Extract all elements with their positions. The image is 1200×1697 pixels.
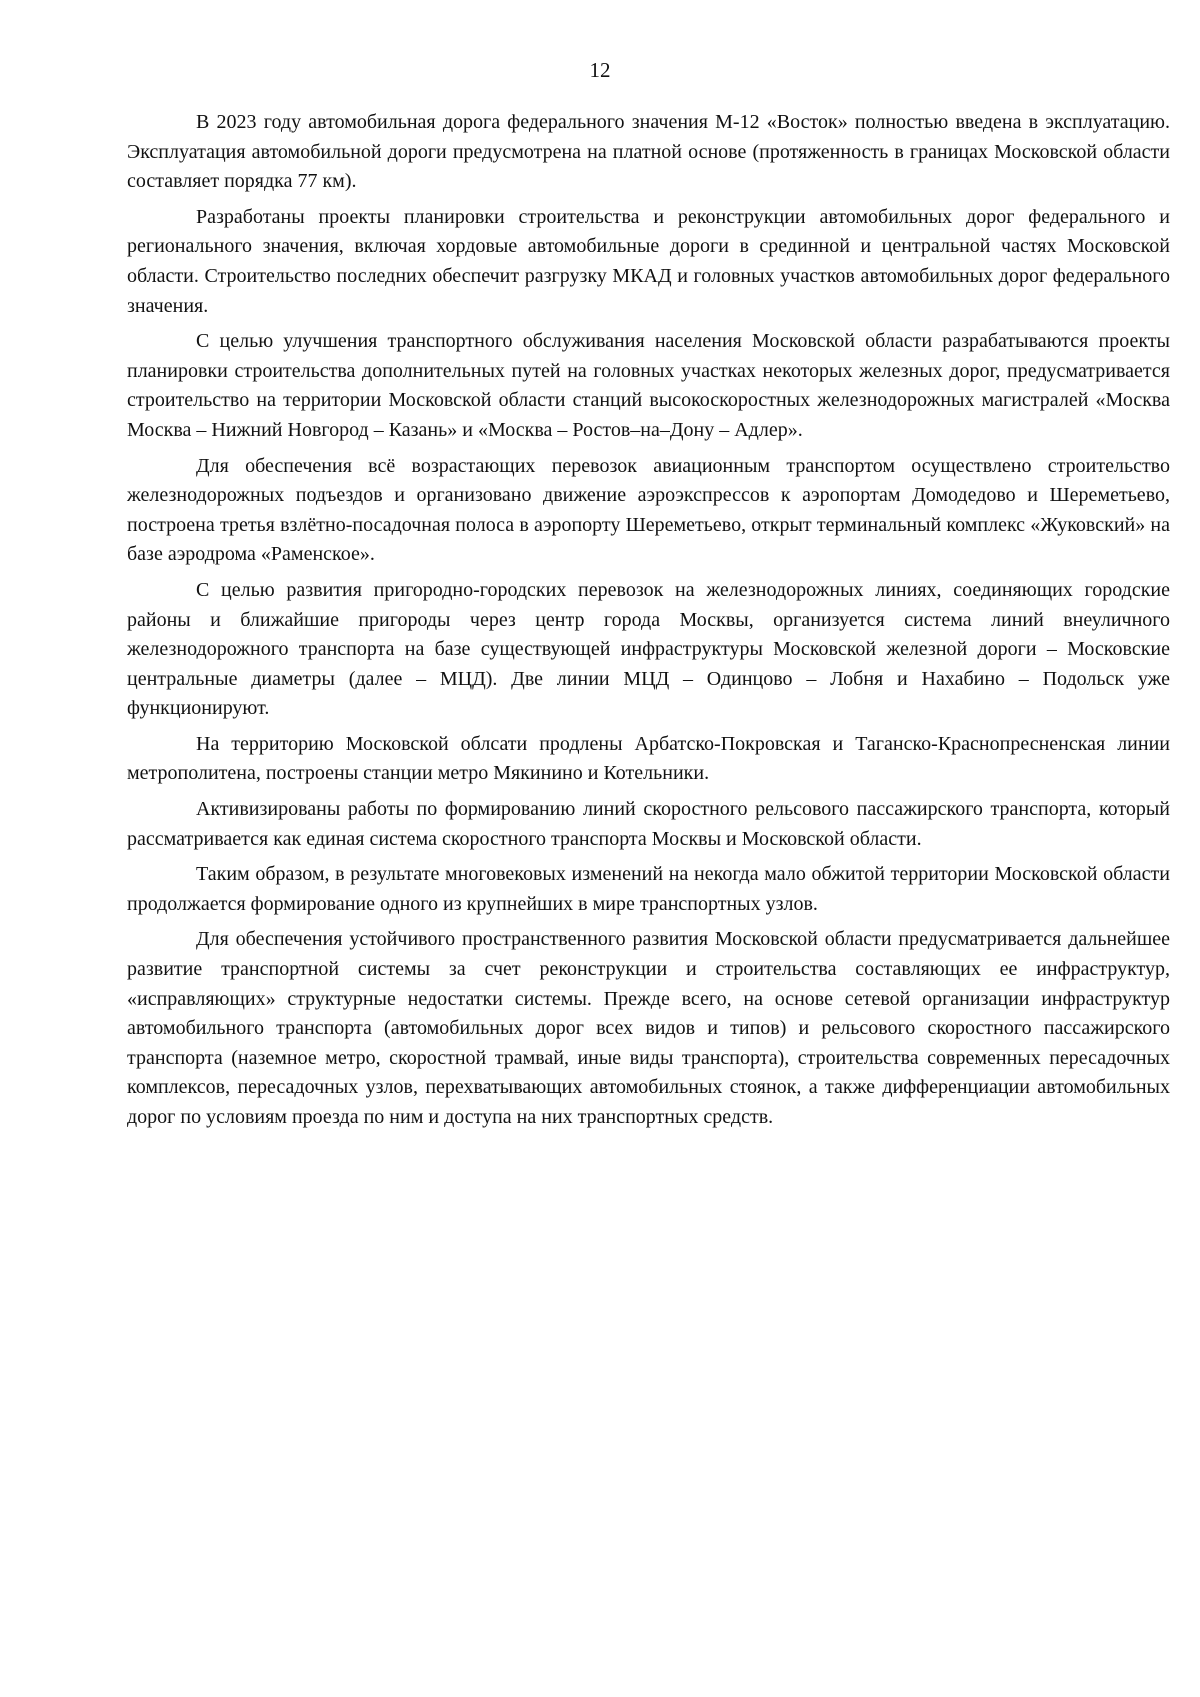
body-text [127, 108, 1170, 1139]
page-number: 12 [589, 58, 611, 82]
paragraph-rail-passenger-transport: Активизированы работы по формированию линий скоростного рельсового пассажирского транспорта, который рассматривается как единая система скоростного транспорта Москвы и Московской области. [127, 798, 1170, 850]
paragraph-m12-vostok: В 2023 году автомобильная дорога федерального значения М-12 «Восток» полностью введена в эксплуатацию. Эксплуатация автомобильной дороги предусмотрена на платной основе (протяженность в границах Московской области составляет порядка 77 км). [127, 111, 1170, 193]
paragraph-aviation-transport: Для обеспечения всё возрастающих перевозок авиационным транспортом осуществлено строительство железнодорожных подъездов и организовано движение аэроэкспрессов к аэропортам Домодедово и Шереметьево, построена третья взлётно-посадочная полоса в аэропорту Шереметьево, открыт терминальный комплекс «Жуковский» на базе аэродрома «Раменское». [127, 454, 1170, 566]
paragraph-road-projects: Разработаны проекты планировки строительства и реконструкции автомобильных дорог федерального и регионального значения, включая хордовые автомобильные дороги в срединной и центральной частях Московской области. Строительство последних обеспечит разгрузку МКАД и головных участков автомобильных дорог федерального значения. [127, 205, 1170, 317]
paragraph-metro-lines: На территорию Московской облсати продлены Арбатско-Покровская и Таганско-Краснопресненская линии метрополитена, построены станции метро Мякинино и Котельники. [127, 732, 1170, 785]
paragraph-mcd-diameters: С целью развития пригородно-городских перевозок на железнодорожных линиях, соединяющих городские районы и ближайшие пригороды через центр города Москвы, организуется система линий внеуличного железнодорожного транспорта на базе существующей инфраструктуры Московской железной дороги – Московские центральные диаметры (далее – МЦД). Две линии МЦД – Одинцово – Лобня и Нахабино – Подольск уже функционируют. [127, 578, 1170, 720]
paragraph-transport-hub: Таким образом, в результате многовековых изменений на некогда мало обжитой территории Московской области продолжается формирование одного из крупнейших в мире транспортных узлов. [127, 863, 1170, 915]
paragraph-sustainable-development: Для обеспечения устойчивого пространственного развития Московской области предусматривается дальнейшее развитие транспортной системы за счет реконструкции и строительства составляющих ее инфраструктур, «исправляющих» структурные недостатки системы. Прежде всего, на основе сетевой организации инфраструктур автомобильного транспорта (автомобильных дорог всех видов и типов) и рельсового скоростного пассажирского транспорта (наземное метро, скоростной трамвай, иные виды транспорта), строительства современных пересадочных комплексов, пересадочных узлов, перехватывающих автомобильных стоянок, а также дифференциации автомобильных дорог по условиям проезда по ним и доступа на них транспортных средств. [127, 928, 1170, 1128]
paragraph-railway-projects: С целью улучшения транспортного обслуживания населения Московской области разрабатываются проекты планировки строительства дополнительных путей на головных участках некоторых железных дорог, предусматривается строительство на территории Московской области станций высокоскоростных железнодорожных магистралей «Москва Москва – Нижний Новгород – Казань» и «Москва – Ростов–на–Дону – Адлер». [127, 330, 1170, 441]
